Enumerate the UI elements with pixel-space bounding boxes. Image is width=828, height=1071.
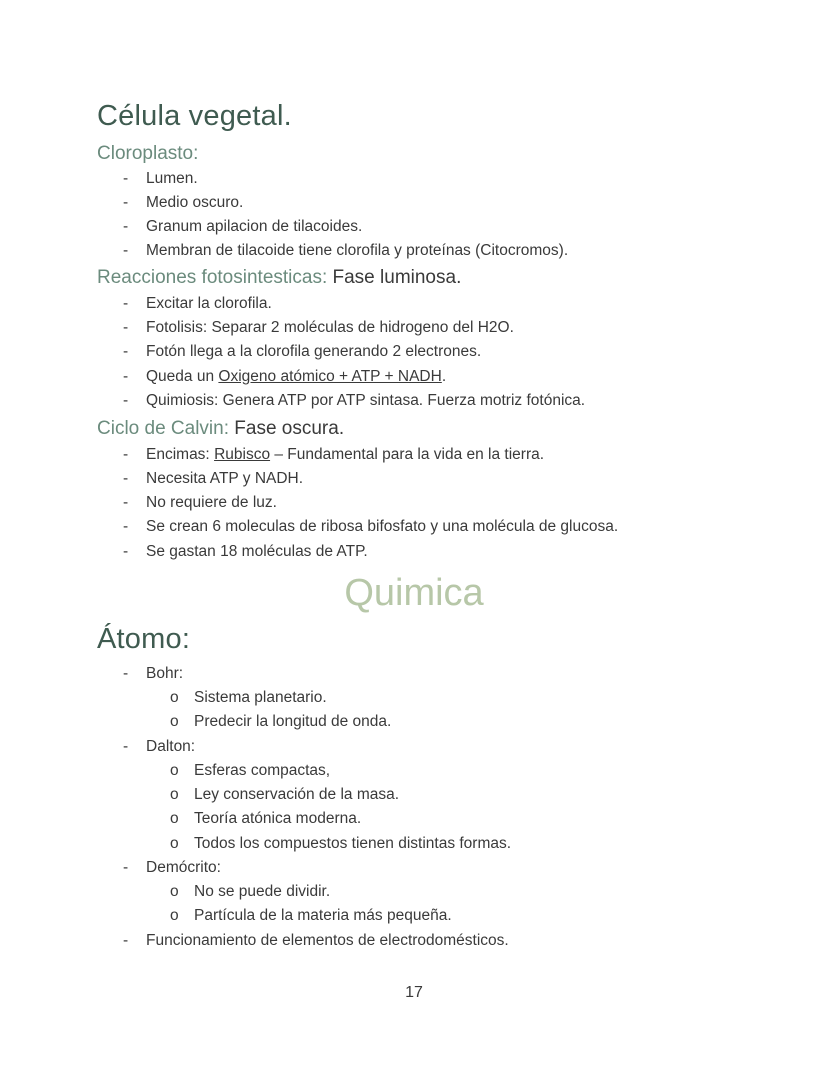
page-number: 17 (405, 984, 423, 1001)
sub-list-item: o Sistema planetario. (170, 689, 327, 706)
list-item: - Bohr: (123, 665, 184, 682)
list-item: - Se crean 6 moleculas de ribosa bifosfato y una molécula de glucosa. (123, 518, 619, 535)
list-item: - Lumen. (123, 170, 198, 187)
cloroplasto-heading: Cloroplasto: (97, 143, 199, 164)
sub-list-item: o Ley conservación de la masa. (170, 786, 400, 803)
list-item: - Membran de tilacoide tiene clorofila y proteínas (Citocromos). (123, 242, 569, 259)
list-item: - Se gastan 18 moléculas de ATP. (123, 543, 368, 560)
list-item: - Dalton: (123, 738, 196, 755)
sub-list-item: o Todos los compuestos tienen distintas formas. (170, 835, 512, 852)
list-item: - Quimiosis: Genera ATP por ATP sintasa. Fuerza motriz fotónica. (123, 392, 586, 409)
calvin-heading: Ciclo de Calvin: Fase oscura. (97, 418, 345, 439)
list-item: - Queda un Oxigeno atómico + ATP + NADH. (123, 368, 447, 385)
sub-list-item: o Predecir la longitud de onda. (170, 713, 392, 730)
list-item: - Demócrito: (123, 859, 221, 876)
list-item: - Encimas: Rubisco – Fundamental para la vida en la tierra. (123, 446, 545, 463)
sub-list-item: o Partícula de la materia más pequeña. (170, 907, 452, 924)
sub-list-item: o Teoría atónica moderna. (170, 810, 362, 827)
celula-vegetal-title: Célula vegetal. (97, 100, 292, 132)
list-item: - Fotón llega a la clorofila generando 2 electrones. (123, 343, 482, 360)
list-item: - No requiere de luz. (123, 494, 277, 511)
reacciones-heading: Reacciones fotosintesticas: Fase luminosa. (97, 267, 462, 288)
list-item: - Medio oscuro. (123, 194, 244, 211)
atomo-heading: Átomo: (97, 623, 191, 655)
list-item: - Fotolisis: Separar 2 moléculas de hidrogeno del H2O. (123, 319, 514, 336)
sub-list-item: o Esferas compactas, (170, 762, 331, 779)
sub-list-item: o No se puede dividir. (170, 883, 331, 900)
list-item: - Necesita ATP y NADH. (123, 470, 304, 487)
list-item: - Granum apilacion de tilacoides. (123, 218, 363, 235)
quimica-title: Quimica (344, 572, 484, 614)
list-item: - Funcionamiento de elementos de electrodomésticos. (123, 932, 509, 949)
list-item: - Excitar la clorofila. (123, 295, 272, 312)
